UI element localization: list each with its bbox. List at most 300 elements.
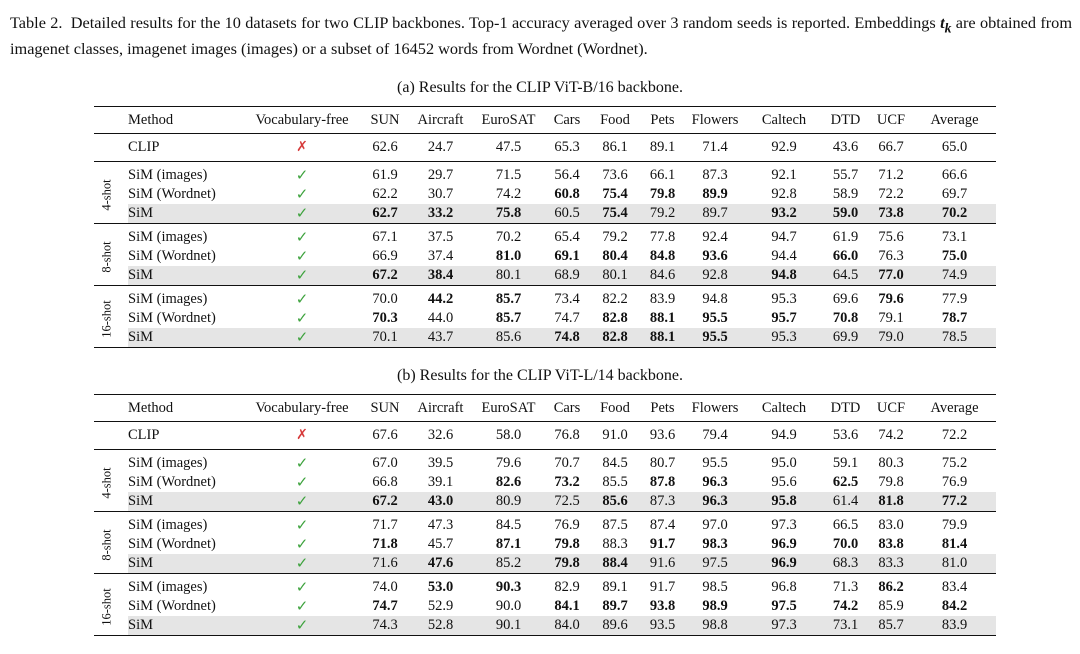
value-cell-cars [545,535,589,554]
value-cell-sun [361,535,409,554]
value-cell-dtd [822,454,869,473]
method-cell: SiM [128,616,243,636]
best-value: 93.6 [702,248,728,264]
shot-group-8-shot [94,512,996,574]
value-cell-cars [545,616,589,636]
table-row [94,597,996,616]
best-value: 59.0 [832,205,859,221]
value-cell-average [913,266,996,286]
best-value: 70.8 [832,310,859,326]
value-cell-aircraft [409,454,472,473]
value: 79.2 [649,205,676,221]
table-row [94,266,996,286]
best-value: 33.2 [427,205,454,221]
best-value: 82.6 [495,474,522,490]
best-value: 86.2 [878,579,904,595]
value-cell-cars [545,578,589,597]
best-value: 62.5 [832,474,859,490]
value-cell-flowers [684,328,746,348]
value-cell-sun [361,454,409,473]
value: 75.2 [941,455,968,471]
best-value: 75.4 [602,186,628,202]
value: 79.9 [941,517,968,533]
value: 55.7 [832,167,859,183]
value-cell-eurosat [472,554,545,574]
value: 92.4 [702,229,728,245]
value: 58.9 [832,186,859,202]
value: 85.2 [495,555,522,571]
value-cell-cars [545,454,589,473]
value-cell-eurosat [472,228,545,247]
best-value: 77.2 [941,493,968,509]
value: 71.3 [832,579,859,595]
value-cell-average [913,247,996,266]
check-icon: ✓ [295,473,309,491]
value-cell-average [913,454,996,473]
value: 64.5 [832,267,859,283]
value-cell-flowers [684,290,746,309]
table-caption [10,12,1072,59]
value-cell-pets [641,134,684,162]
caption-symbol-sub: k [944,20,952,36]
best-value: 75.4 [602,205,628,221]
method-cell: SiM (images) [128,291,208,307]
value: 74.2 [495,186,522,202]
value: 80.1 [602,267,628,283]
best-value: 85.6 [602,493,628,509]
value: 95.0 [771,455,797,471]
value-cell-average [913,166,996,185]
method-cell: CLIP [128,134,243,162]
best-value: 95.5 [702,329,728,345]
value-cell-pets [641,597,684,616]
method-cell: SiM (Wordnet) [128,186,216,202]
value-cell-sun [361,185,409,204]
value-cell-ucf [869,166,913,185]
value: 72.2 [878,186,904,202]
value: 53.6 [832,427,859,443]
vocab-free-cell [243,597,361,616]
value: 79.4 [702,427,728,443]
column-header-vocabulary-free: Vocabulary-free [243,107,361,134]
vocab-free-cell [243,185,361,204]
check-icon: ✓ [295,554,309,572]
value-cell-cars [545,228,589,247]
value-cell-caltech [746,597,822,616]
value-cell-cars [545,328,589,348]
value-cell-pets [641,247,684,266]
best-value: 74.7 [372,598,398,614]
method-cell: SiM [128,328,243,348]
value-cell-dtd [822,134,869,162]
best-value: 74.2 [832,598,859,614]
value-cell-sun [361,228,409,247]
method-cell: SiM (images) [128,579,208,595]
value-cell-aircraft [409,134,472,162]
value-cell-food [589,166,641,185]
value: 73.4 [554,291,580,307]
value: 80.7 [649,455,676,471]
table-row [94,535,996,554]
value-cell-caltech [746,266,822,286]
value-cell-sun [361,473,409,492]
value-cell-flowers [684,204,746,224]
value: 87.4 [649,517,676,533]
best-value: 43.0 [427,493,454,509]
value: 44.0 [427,310,454,326]
value-cell-average [913,309,996,328]
value-cell-dtd [822,516,869,535]
value-cell-cars [545,309,589,328]
best-value: 88.1 [649,310,676,326]
value-cell-cars [545,266,589,286]
value-cell-dtd [822,309,869,328]
value: 90.1 [495,617,522,633]
value-cell-ucf [869,492,913,512]
value-cell-sun [361,578,409,597]
table-row [94,516,996,535]
column-header-food: Food [589,395,641,422]
value: 47.3 [427,517,454,533]
value-cell-ucf [869,228,913,247]
value-cell-sun [361,204,409,224]
value: 71.6 [372,555,398,571]
value: 89.6 [602,617,628,633]
method-cell: SiM (Wordnet) [128,598,216,614]
value-cell-average [913,535,996,554]
value-cell-cars [545,597,589,616]
vocab-free-cell [243,266,361,286]
value-cell-flowers [684,516,746,535]
method-cell: SiM [128,266,243,286]
check-icon: ✓ [295,516,309,534]
check-icon: ✓ [295,185,309,203]
value: 95.5 [702,455,728,471]
value-cell-pets [641,535,684,554]
value-cell-dtd [822,535,869,554]
value-cell-ucf [869,185,913,204]
value-cell-dtd [822,616,869,636]
value: 84.6 [649,267,676,283]
header-spacer [94,107,128,134]
value: 92.8 [771,186,797,202]
value-cell-aircraft [409,597,472,616]
value: 98.8 [702,617,728,633]
value-cell-average [913,554,996,574]
value-cell-food [589,535,641,554]
value: 93.5 [649,617,676,633]
method-cell: SiM (images) [128,229,208,245]
best-value: 69.1 [554,248,580,264]
shot-label: 8-shot [99,528,114,561]
shot-label-cell [94,516,128,574]
value-cell-food [589,473,641,492]
value-cell-average [913,290,996,309]
value-cell-eurosat [472,473,545,492]
header-row [94,395,996,422]
column-header-pets: Pets [641,107,684,134]
value-cell-food [589,516,641,535]
best-value: 47.6 [427,555,454,571]
baseline-group [94,134,996,162]
value: 87.5 [602,517,628,533]
value-cell-eurosat [472,422,545,450]
value-cell-pets [641,422,684,450]
value-cell-sun [361,328,409,348]
vocab-free-cell [243,309,361,328]
column-header-aircraft: Aircraft [409,107,472,134]
best-value: 70.2 [941,205,968,221]
value-cell-food [589,290,641,309]
value-cell-pets [641,309,684,328]
value-cell-cars [545,204,589,224]
value-cell-eurosat [472,134,545,162]
value: 73.6 [602,167,628,183]
table-row [94,204,996,224]
method-cell: SiM (Wordnet) [128,310,216,326]
value: 39.1 [427,474,454,490]
value-cell-flowers [684,185,746,204]
value-cell-aircraft [409,473,472,492]
vocab-free-cell [243,166,361,185]
value-cell-dtd [822,204,869,224]
caption-text-before: Detailed results for the 10 datasets for two CLIP backbones. Top-1 accuracy averaged over 3 random seeds is reported. Embeddings [70,13,936,32]
value: 37.4 [427,248,454,264]
value-cell-eurosat [472,597,545,616]
value: 83.3 [878,555,904,571]
best-value: 93.2 [771,205,797,221]
shot-label: 16-shot [99,587,114,626]
best-value: 89.7 [602,598,628,614]
column-header-pets: Pets [641,395,684,422]
value-cell-sun [361,266,409,286]
value-cell-flowers [684,422,746,450]
check-icon: ✓ [295,616,309,634]
column-header-caltech: Caltech [746,107,822,134]
value: 93.6 [649,427,676,443]
value: 29.7 [427,167,454,183]
shot-group-4-shot [94,450,996,512]
value: 65.3 [554,139,580,155]
table-header [94,107,996,134]
method-cell: SiM [128,204,243,224]
value-cell-dtd [822,266,869,286]
value-cell-pets [641,266,684,286]
value-cell-ucf [869,535,913,554]
best-value: 90.3 [495,579,522,595]
value: 61.4 [832,493,859,509]
value: 45.7 [427,536,454,552]
best-value: 73.2 [554,474,580,490]
value: 74.9 [941,267,968,283]
value: 85.6 [495,329,522,345]
value-cell-pets [641,616,684,636]
column-header-method: Method [128,395,243,422]
value-cell-pets [641,166,684,185]
value-cell-ucf [869,473,913,492]
value: 95.6 [771,474,797,490]
value: 83.9 [941,617,968,633]
value-cell-flowers [684,166,746,185]
value-cell-dtd [822,578,869,597]
value-cell-average [913,328,996,348]
vocab-free-cell [243,516,361,535]
column-header-average: Average [913,395,996,422]
value: 91.0 [602,427,628,443]
value-cell-dtd [822,228,869,247]
value: 74.2 [878,427,904,443]
value: 66.8 [372,474,398,490]
table-row [94,166,996,185]
value: 66.1 [649,167,676,183]
best-value: 81.8 [878,493,904,509]
caption-text-after: are obtained from imagenet classes, imagenet images (images) or a subset of 16452 words from Wordnet (Wordnet). [10,13,1072,59]
check-icon: ✓ [295,328,309,346]
best-value: 79.8 [554,536,580,552]
best-value: 62.7 [372,205,398,221]
value-cell-aircraft [409,185,472,204]
value: 62.2 [372,186,398,202]
vocab-free-cell [243,290,361,309]
value-cell-pets [641,185,684,204]
value-cell-pets [641,228,684,247]
best-value: 73.8 [878,205,904,221]
value: 97.5 [702,555,728,571]
value-cell-aircraft [409,535,472,554]
value: 65.0 [941,139,968,155]
method-cell: SiM (Wordnet) [128,474,216,490]
table-row [94,185,996,204]
value-cell-average [913,516,996,535]
value: 84.5 [495,517,522,533]
best-value: 93.8 [649,598,676,614]
method-cell: CLIP [128,422,243,450]
best-value: 85.7 [495,291,522,307]
value-cell-eurosat [472,492,545,512]
best-value: 96.9 [771,536,797,552]
column-header-method: Method [128,107,243,134]
value-cell-average [913,597,996,616]
value-cell-pets [641,473,684,492]
value: 66.6 [941,167,968,183]
best-value: 82.8 [602,329,628,345]
value: 79.2 [602,229,628,245]
value: 78.5 [941,329,968,345]
value-cell-cars [545,290,589,309]
value: 66.5 [832,517,859,533]
value-cell-eurosat [472,266,545,286]
value: 76.9 [554,517,580,533]
method-cell: SiM (images) [128,167,208,183]
value-cell-sun [361,616,409,636]
best-value: 75.0 [941,248,968,264]
best-value: 70.3 [372,310,398,326]
value: 90.0 [495,598,522,614]
results-table-vit-b16 [94,106,996,348]
value: 69.9 [832,329,859,345]
baseline-group [94,422,996,450]
value: 91.7 [649,579,676,595]
value: 71.4 [702,139,728,155]
vocab-free-cell [243,616,361,636]
table-header [94,395,996,422]
value: 76.8 [554,427,580,443]
value-cell-flowers [684,473,746,492]
value-cell-ucf [869,554,913,574]
value-cell-aircraft [409,516,472,535]
results-table-vit-l14 [94,394,996,636]
value-cell-flowers [684,247,746,266]
value-cell-food [589,309,641,328]
best-value: 85.7 [495,310,522,326]
column-header-ucf: UCF [869,107,913,134]
table-row [94,309,996,328]
value: 79.1 [878,310,904,326]
value: 73.1 [941,229,968,245]
best-value: 80.4 [602,248,628,264]
vocab-free-cell [243,473,361,492]
value: 70.0 [372,291,398,307]
best-value: 83.8 [878,536,904,552]
value: 71.7 [372,517,398,533]
column-header-cars: Cars [545,107,589,134]
value: 94.9 [771,427,797,443]
best-value: 94.8 [771,267,797,283]
vocab-free-cell [243,454,361,473]
value-cell-caltech [746,185,822,204]
value: 71.2 [878,167,904,183]
value-cell-cars [545,422,589,450]
vocab-free-cell [243,535,361,554]
column-header-dtd: DTD [822,107,869,134]
value-cell-cars [545,473,589,492]
value-cell-sun [361,290,409,309]
value-cell-caltech [746,535,822,554]
method-cell: SiM (images) [128,455,208,471]
value-cell-pets [641,578,684,597]
value: 87.3 [649,493,676,509]
value-cell-ucf [869,578,913,597]
check-icon: ✓ [295,454,309,472]
value: 74.3 [372,617,398,633]
value: 92.8 [702,267,728,283]
value-cell-sun [361,554,409,574]
value: 75.6 [878,229,904,245]
best-value: 60.8 [554,186,580,202]
value: 89.1 [602,579,628,595]
value-cell-cars [545,166,589,185]
value-cell-flowers [684,492,746,512]
shot-label: 8-shot [99,240,114,273]
value: 92.9 [771,139,797,155]
value-cell-ucf [869,454,913,473]
value-cell-caltech [746,578,822,597]
value-cell-eurosat [472,328,545,348]
value-cell-pets [641,492,684,512]
value-cell-average [913,228,996,247]
table-row [94,247,996,266]
shot-group-16-shot [94,574,996,636]
value: 97.3 [771,617,797,633]
value: 66.7 [878,139,904,155]
value-cell-pets [641,290,684,309]
value: 43.6 [832,139,859,155]
value: 87.3 [702,167,728,183]
value-cell-aircraft [409,309,472,328]
column-header-eurosat: EuroSAT [472,107,545,134]
best-value: 95.8 [771,493,797,509]
value-cell-cars [545,554,589,574]
